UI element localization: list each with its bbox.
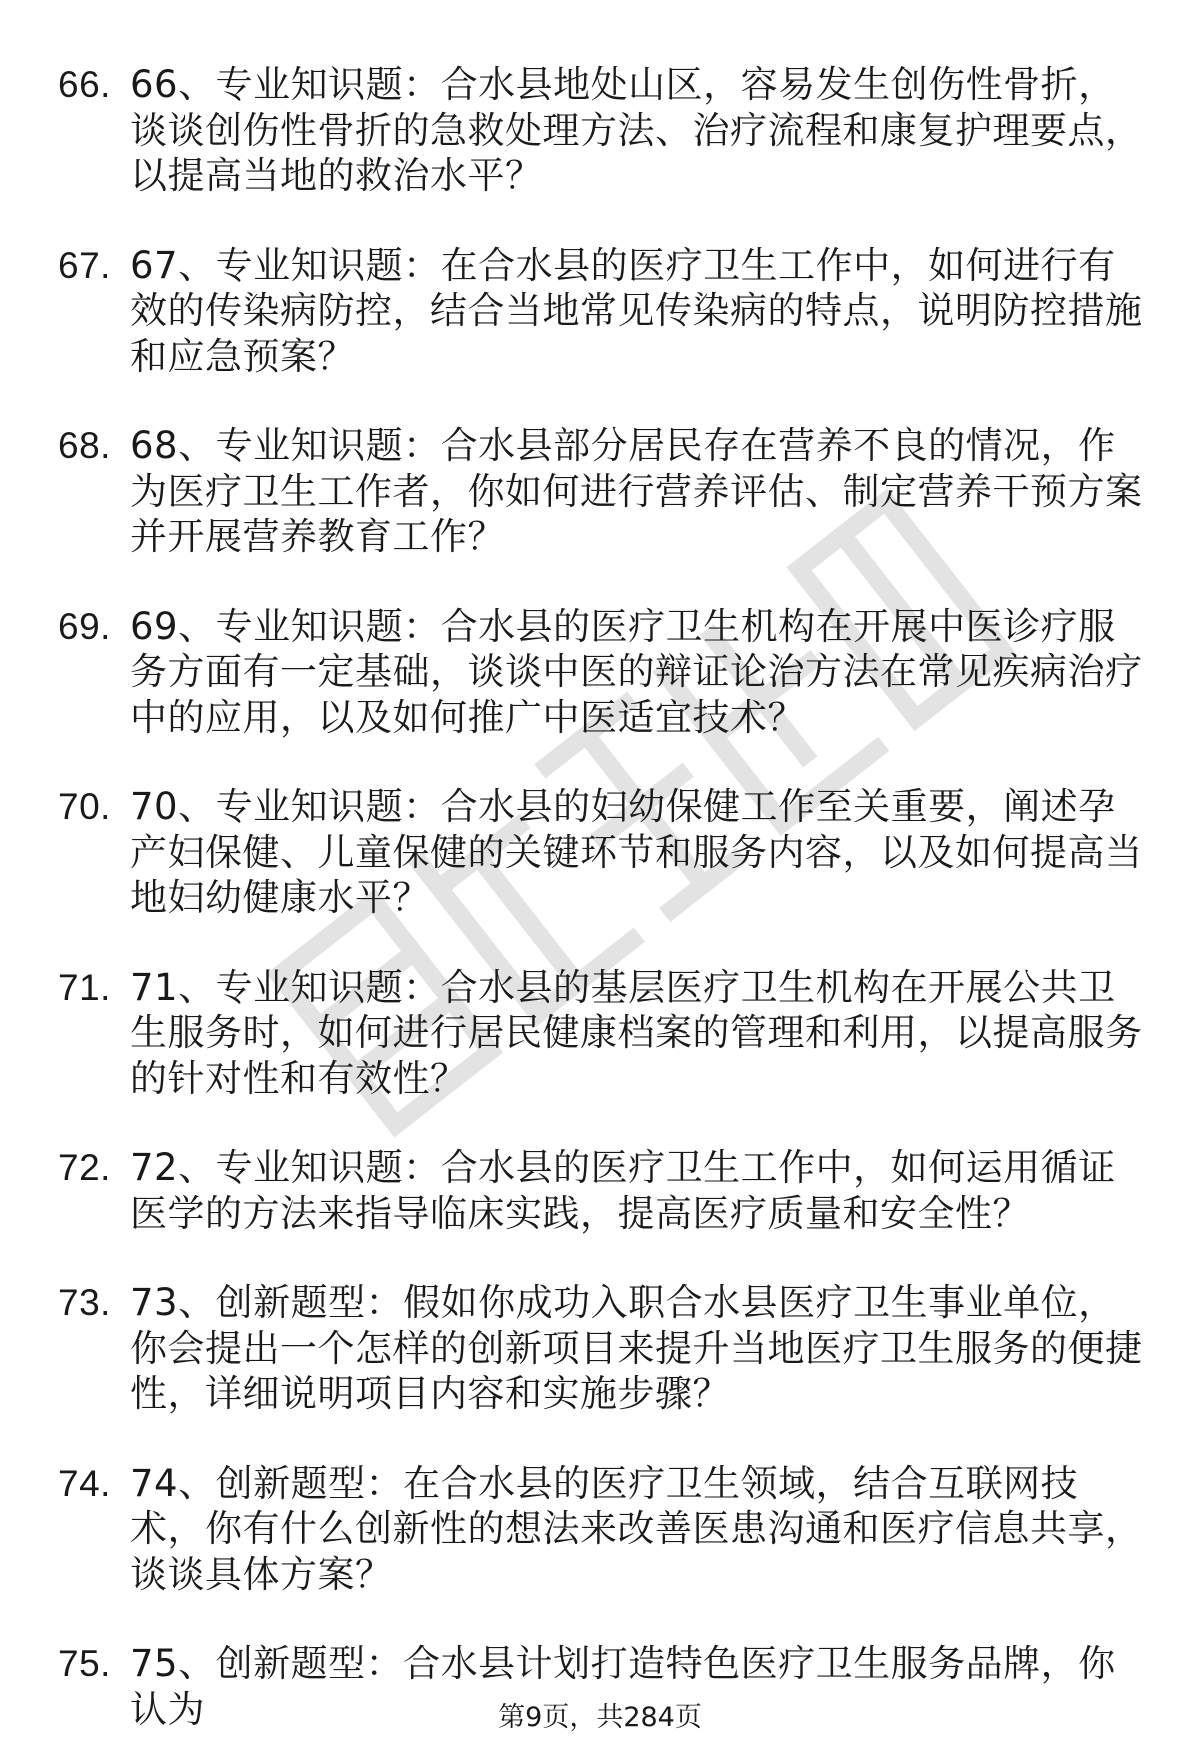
question-text: 70、专业知识题：合水县的妇幼保健工作至关重要，阐述孕产妇保健、儿童保健的关键环节和服务内容，以及如何提高当地妇幼健康水平？ bbox=[130, 785, 1143, 919]
question-number: 70. bbox=[58, 786, 111, 827]
question-number: 69. bbox=[58, 605, 111, 647]
question-item bbox=[0, 965, 1150, 1102]
question-text: 72、专业知识题：合水县的医疗卫生工作中，如何运用循证医学的方法来指导临床实践，提高医疗质量和安全性？ bbox=[130, 1146, 1116, 1235]
question-item bbox=[0, 784, 1150, 921]
question-text: 68、专业知识题：合水县部分居民存在营养不良的情况，作为医疗卫生工作者，你如何进行营养评估、制定营养干预方案并开展营养教育工作？ bbox=[130, 424, 1143, 558]
question-text: 74、创新题型：在合水县的医疗卫生领域，结合互联网技术，你有什么创新性的想法来改善医患沟通和医疗信息共享，谈谈具体方案？ bbox=[130, 1461, 1143, 1596]
question-text: 66、专业知识题：合水县地处山区，容易发生创伤性骨折，谈谈创伤性骨折的急救处理方法、治疗流程和康复护理要点，以提高当地的救治水平？ bbox=[130, 63, 1143, 197]
question-item bbox=[0, 1461, 1150, 1598]
question-item bbox=[0, 1280, 1150, 1417]
question-number: 66. bbox=[58, 64, 111, 105]
question-number: 72. bbox=[58, 1147, 111, 1188]
question-text: 71、专业知识题：合水县的基层医疗卫生机构在开展公共卫生服务时，如何进行居民健康档案的管理和利用，以提高服务的针对性和有效性？ bbox=[130, 965, 1143, 1100]
question-item bbox=[0, 243, 1150, 380]
question-item bbox=[0, 62, 1150, 199]
question-item bbox=[0, 423, 1150, 560]
question-number: 68. bbox=[58, 425, 111, 466]
page-number-label: 第9页，共284页 bbox=[498, 1702, 702, 1733]
question-number: 67. bbox=[58, 244, 111, 286]
question-item bbox=[0, 604, 1150, 741]
question-number: 74. bbox=[58, 1462, 111, 1504]
question-number: 71. bbox=[58, 966, 111, 1008]
question-text: 67、专业知识题：在合水县的医疗卫生工作中，如何进行有效的传染病防控，结合当地常见传染病的特点，说明防控措施和应急预案？ bbox=[130, 243, 1143, 378]
question-text: 73、创新题型：假如你成功入职合水县医疗卫生事业单位，你会提出一个怎样的创新项目来提升当地医疗卫生服务的便捷性，详细说明项目内容和实施步骤？ bbox=[130, 1281, 1143, 1415]
question-text: 75、创新题型：合水县计划打造特色医疗卫生服务品牌，你认为 bbox=[130, 1642, 1116, 1731]
question-number: 75. bbox=[58, 1643, 111, 1684]
question-text: 69、专业知识题：合水县的医疗卫生机构在开展中医诊疗服务方面有一定基础，谈谈中医的辩证论治方法在常见疾病治疗中的应用，以及如何推广中医适宜技术？ bbox=[130, 604, 1143, 739]
question-number: 73. bbox=[58, 1282, 111, 1323]
page-footer bbox=[0, 1700, 1200, 1736]
question-item bbox=[0, 1145, 1150, 1236]
question-list bbox=[0, 62, 1200, 1732]
